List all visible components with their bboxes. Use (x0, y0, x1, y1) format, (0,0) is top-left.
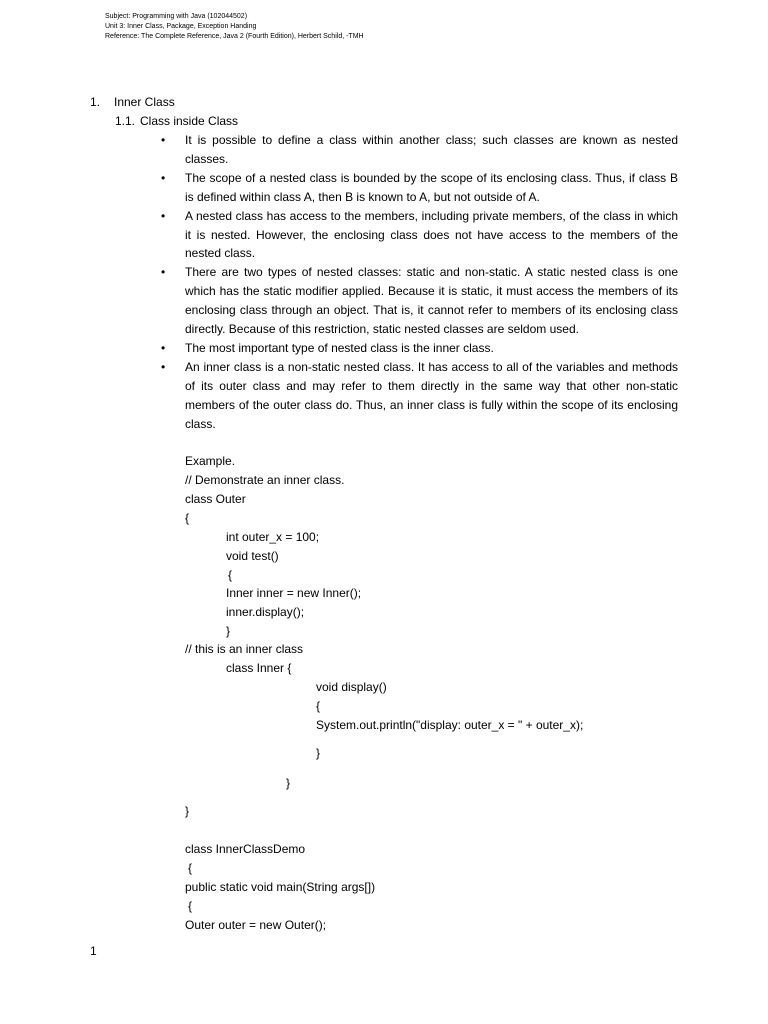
section-heading (90, 94, 175, 110)
code-line: // this is an inner class (185, 642, 304, 656)
code-line: { (316, 699, 321, 713)
bullet-item (158, 169, 678, 207)
bullet-text: An inner class is a non-static nested class. It has access to all of the variables and methods of its outer class and may refer to them directly in the same way that other non-static members of the outer class do. Thus, an inner class is fully within the scope of its enclosing class. (185, 359, 678, 431)
bullet-icon: • (161, 208, 166, 223)
code-line: System.out.println("display: outer_x = " + outer_x); (316, 718, 584, 732)
code-line: Outer outer = new Outer(); (185, 918, 327, 932)
code-line: Example. (185, 454, 236, 468)
bullet-icon: • (161, 359, 166, 374)
bullet-item (158, 263, 678, 339)
bullet-text: The scope of a nested class is bounded by the scope of its enclosing class. Thus, if class B is defined within class A, then B is known to A, but not outside of A. (185, 170, 678, 204)
page-number: 1 (90, 944, 97, 958)
code-line: Inner inner = new Inner(); (226, 586, 362, 600)
code-line: { (228, 568, 233, 582)
code-line: } (286, 776, 291, 790)
bullet-icon: • (161, 265, 166, 280)
bullet-text: The most important type of nested class is the inner class. (185, 340, 494, 355)
bullet-item (158, 131, 678, 169)
code-line: int outer_x = 100; (226, 530, 320, 544)
code-line: class Outer (185, 492, 246, 506)
bullet-icon: • (161, 340, 166, 355)
code-line: public static void main(String args[]) (185, 880, 376, 894)
code-line: } (185, 804, 190, 818)
page-header (105, 12, 625, 42)
header-subject: Subject: Programming with Java (102044502) (105, 13, 248, 20)
bullet-item (158, 207, 678, 264)
bullet-text: A nested class has access to the members, including private members, of the class in which it is nested. However, the enclosing class does not have access to the members of the nested class. (185, 208, 678, 261)
bullet-icon: • (161, 170, 166, 185)
bullet-icon: • (161, 133, 166, 147)
code-line: { (188, 899, 193, 913)
bullet-list (158, 131, 678, 434)
code-line: class InnerClassDemo (185, 842, 306, 856)
code-line: class Inner { (226, 661, 292, 675)
code-line: inner.display(); (226, 605, 305, 619)
bullet-text: It is possible to define a class within another class; such classes are known as nested classes. (185, 133, 678, 166)
subsection-heading (115, 113, 238, 129)
code-line: { (185, 511, 190, 525)
code-line: } (226, 624, 231, 638)
code-line: } (316, 746, 321, 760)
bullet-text: There are two types of nested classes: static and non-static. A static nested class is one which has the static modifier applied. Because it is static, it must access the members of its enclosing class through an object. That is, it cannot refer to members of its enclosing class directly. Because of this restriction, static nested classes are seldom used. (185, 265, 678, 337)
code-line: void test() (226, 549, 279, 563)
section-title: Inner Class (114, 95, 175, 109)
section-number: 1. (90, 95, 101, 109)
code-line: // Demonstrate an inner class. (185, 473, 345, 487)
bullet-item (158, 358, 678, 434)
subsection-number: 1.1. (115, 114, 136, 128)
code-line: void display() (316, 680, 387, 694)
header-reference: Reference: The Complete Reference, Java 2 (Fourth Edition), Herbert Schild, -TMH (105, 33, 364, 40)
header-unit: Unit 3: Inner Class, Package, Exception Handing (105, 23, 257, 30)
subsection-title: Class inside Class (140, 114, 239, 128)
bullet-item (158, 339, 678, 358)
code-line: { (188, 861, 193, 875)
